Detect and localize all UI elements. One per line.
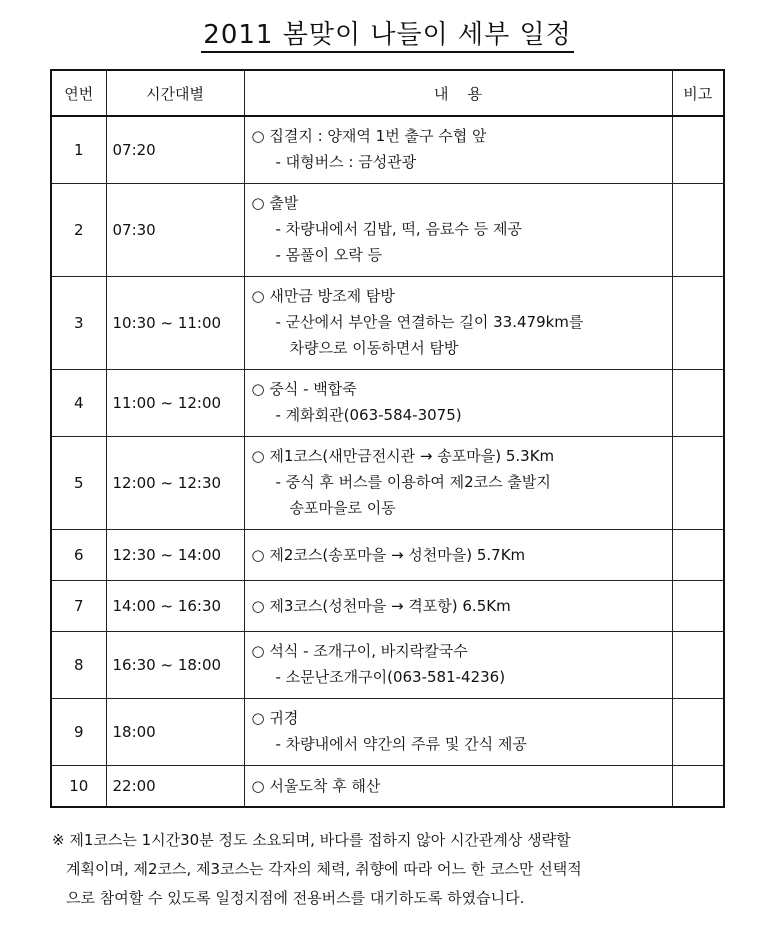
header-remark: 비고 — [672, 70, 724, 116]
content-line: - 군산에서 부안을 연결하는 길이 33.479km를 — [275, 312, 584, 331]
footnote-line: ※ 제1코스는 1시간30분 정도 소요되며, 바다를 접하지 않아 시간관계상 생략할 — [52, 831, 571, 849]
content-line: ○ 제1코스(새만금전시관 → 송포마을) 5.3Km — [251, 446, 555, 465]
row-time: 14:00 ~ 16:30 — [106, 580, 244, 631]
content-line: - 차량내에서 김밥, 떡, 음료수 등 제공 — [275, 219, 522, 238]
row-content — [244, 116, 672, 183]
row-time: 18:00 — [106, 698, 244, 765]
content-line: - 중식 후 버스를 이용하여 제2코스 출발지 — [275, 472, 551, 491]
header-time: 시간대별 — [106, 70, 244, 116]
content-line: - 소문난조개구이(063-581-4236) — [275, 667, 506, 686]
footnote-line: 으로 참여할 수 있도록 일정지점에 전용버스를 대기하도록 하였습니다. — [66, 889, 525, 907]
content-line: ○ 석식 - 조개구이, 바지락칼국수 — [251, 641, 468, 660]
table-row — [51, 580, 724, 631]
content-line: - 계화회관(063-584-3075) — [275, 405, 462, 424]
header-content — [244, 70, 672, 116]
content-line: ○ 제3코스(성천마을 → 격포항) 6.5Km — [251, 596, 511, 615]
table-row — [51, 765, 724, 807]
header-no: 연번 — [51, 70, 106, 116]
document-title — [0, 14, 775, 51]
row-no: 7 — [51, 580, 106, 631]
row-time: 10:30 ~ 11:00 — [106, 276, 244, 369]
row-remark — [672, 276, 724, 369]
row-remark — [672, 436, 724, 529]
content-line: - 차량내에서 약간의 주류 및 간식 제공 — [275, 734, 527, 753]
row-time: 12:00 ~ 12:30 — [106, 436, 244, 529]
content-line: - 대형버스 : 금성관광 — [275, 153, 417, 171]
footnote-line: 계획이며, 제2코스, 제3코스는 각자의 체력, 취향에 따라 어느 한 코스만 선택적 — [66, 860, 582, 878]
row-no: 8 — [51, 631, 106, 698]
row-content — [244, 436, 672, 529]
row-content — [244, 369, 672, 436]
row-remark — [672, 116, 724, 183]
row-content — [244, 183, 672, 276]
row-no: 6 — [51, 529, 106, 580]
row-no: 4 — [51, 369, 106, 436]
table-row — [51, 116, 724, 183]
row-content — [244, 765, 672, 807]
row-remark — [672, 765, 724, 807]
table-header-row — [51, 70, 724, 116]
row-content — [244, 529, 672, 580]
table-row — [51, 183, 724, 276]
title-text: 2011 봄맞이 나들이 세부 일정 — [201, 20, 573, 53]
row-time: 16:30 ~ 18:00 — [106, 631, 244, 698]
row-no: 2 — [51, 183, 106, 276]
content-line: ○ 중식 - 백합죽 — [251, 379, 357, 398]
row-no: 9 — [51, 698, 106, 765]
content-line: ○ 제2코스(송포마을 → 성천마을) 5.7Km — [251, 545, 526, 564]
content-line: ○ 귀경 — [251, 708, 299, 727]
row-no: 5 — [51, 436, 106, 529]
row-remark — [672, 369, 724, 436]
row-time: 11:00 ~ 12:00 — [106, 369, 244, 436]
table-row — [51, 436, 724, 529]
row-remark — [672, 529, 724, 580]
table-row — [51, 698, 724, 765]
row-no: 1 — [51, 116, 106, 183]
row-time: 22:00 — [106, 765, 244, 807]
row-content — [244, 276, 672, 369]
row-remark — [672, 631, 724, 698]
row-content — [244, 631, 672, 698]
row-remark — [672, 580, 724, 631]
table-row — [51, 276, 724, 369]
row-remark — [672, 183, 724, 276]
row-remark — [672, 698, 724, 765]
header-content-label: 내 용 — [433, 84, 483, 103]
row-content — [244, 580, 672, 631]
content-line: ○ 서울도착 후 해산 — [251, 776, 381, 795]
schedule-table — [50, 69, 725, 808]
row-no: 3 — [51, 276, 106, 369]
table-row — [51, 369, 724, 436]
content-line: 송포마을로 이동 — [289, 498, 396, 517]
content-line: - 몸풀이 오락 등 — [275, 245, 383, 264]
row-time: 07:20 — [106, 116, 244, 183]
row-content — [244, 698, 672, 765]
table-row — [51, 529, 724, 580]
footnote — [52, 826, 742, 913]
content-line: ○ 출발 — [251, 193, 299, 212]
content-line: ○ 새만금 방조제 탐방 — [251, 286, 395, 305]
table-row — [51, 631, 724, 698]
row-time: 07:30 — [106, 183, 244, 276]
content-line: 차량으로 이동하면서 탐방 — [289, 338, 459, 357]
row-no: 10 — [51, 765, 106, 807]
row-time: 12:30 ~ 14:00 — [106, 529, 244, 580]
content-line: ○ 집결지 : 양재역 1번 출구 수협 앞 — [251, 127, 487, 145]
